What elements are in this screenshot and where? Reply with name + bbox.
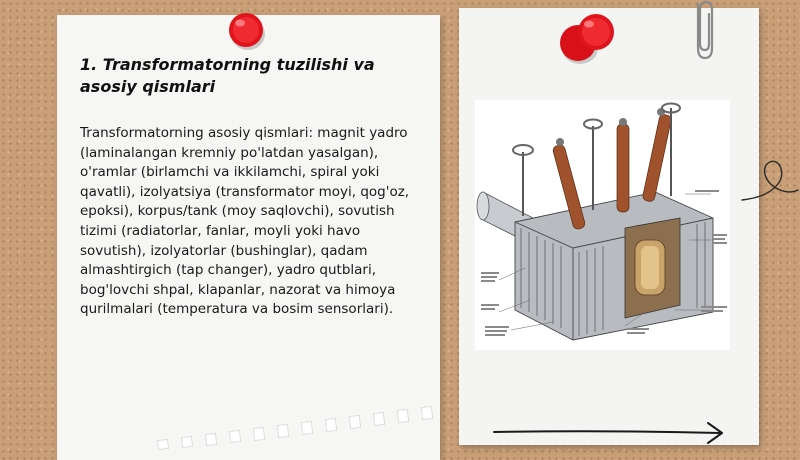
slide-title: 1. Transformatorning tuzilishi va asosiy qismlari (80, 55, 375, 96)
pushpin-icon (558, 10, 620, 68)
torn-edge-perforation (150, 398, 440, 450)
paperclip-icon (688, 0, 718, 62)
pushpin-icon (226, 10, 268, 52)
arrow-right-icon (492, 420, 728, 446)
transformer-illustration (475, 100, 730, 350)
slide-body-text: Transformatorning asosiy qismlari: magnit yadro (laminalangan kremniy po'latdan yasalgan), o'ramlar (birlamchi va ikkilamchi, spiral yoki qavatli), izolyatsiya (transformator moyi, qog'oz, epoksi), korpus/tank (moy saqlovchi), sovutish tizimi (radiatorlar, fanlar, moyli yoki havo sovutish), izolyatorlar (bushinglar), qadam almashtirgich (tap changer), yadro qutblari, bog'lovchi shpal, klapanlar, nazorat va himoya qurilmalari (temperatura va bosim sensorlari). (80, 125, 410, 318)
main-tank (515, 192, 713, 340)
loop-doodle-icon (740, 150, 800, 210)
transformer-diagram-image (475, 100, 730, 350)
